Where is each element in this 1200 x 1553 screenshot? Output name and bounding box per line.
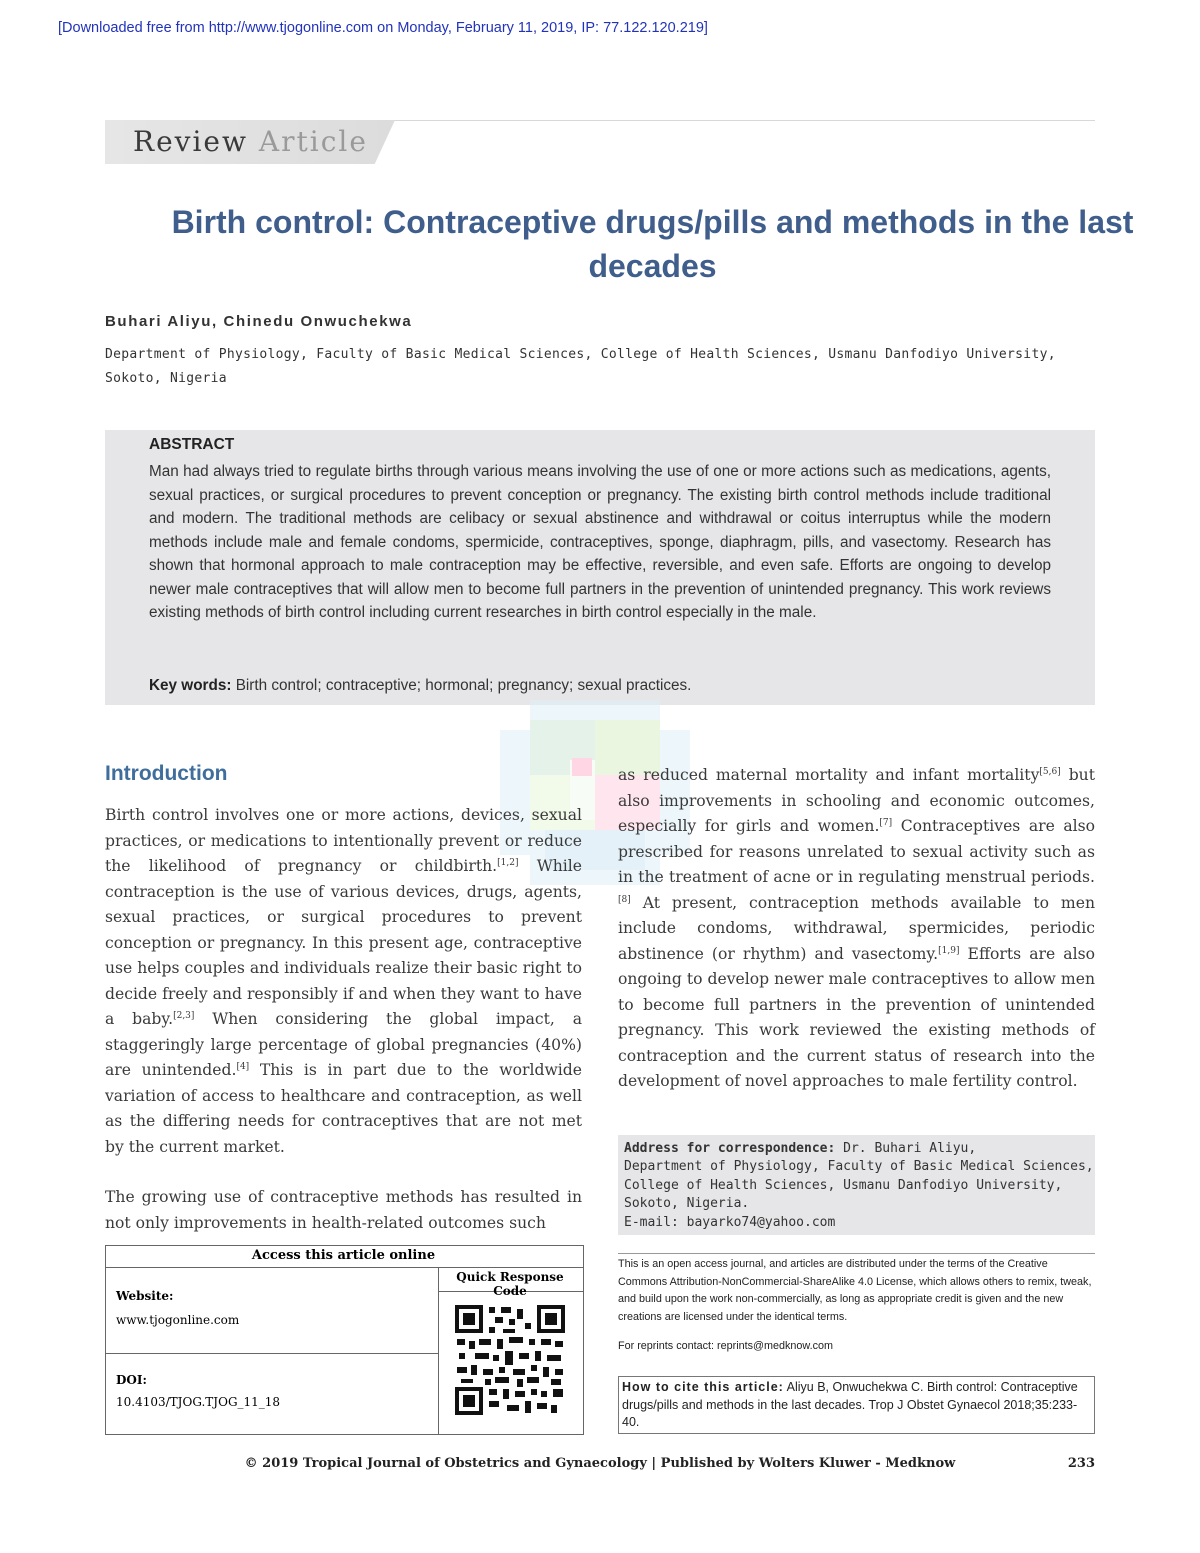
text-run: When considering the global impact, a staggeringly large percentage of global pregnancies (40%) are unintended. (105, 1010, 582, 1079)
citation-value: Aliyu B, Onwuchekwa C. Birth control: Contraceptive drugs/pills and methods in the last decades. Trop J Obstet Gynaecol 2018;35:233-40. (622, 1380, 1078, 1429)
body-column-right (618, 763, 1095, 1095)
keywords-value: Birth control; contraceptive; hormonal; pregnancy; sexual practices. (235, 677, 692, 694)
text-run: While contraception is the use of various devices, drugs, agents, sexual practices, or surgical procedures to prevent conception or pregnancy. In this present age, contraceptive use helps couples and individuals realize their basic right to decide freely and responsibly if and when they want to have a baby. (105, 857, 583, 1028)
article-title: Birth control: Contraceptive drugs/pills and methods in the last decades (171, 204, 1134, 284)
text-run: At present, contraception methods available to men include condoms, withdrawal, spermicides, periodic abstinence (or rhythm) and vasectomy. (618, 893, 1095, 963)
intro-paragraph-2-start: The growing use of contraceptive methods has resulted in not only improvements in health-related outcomes such (105, 1188, 582, 1232)
body-column-left (105, 803, 582, 1236)
section-tab-word1: Review (133, 125, 248, 158)
text-run: but also improvements in schooling and economic outcomes, especially for girls and women. (618, 766, 1095, 835)
section-tab-word2: Article (258, 125, 368, 158)
abstract-text: Man had always tried to regulate births through various means involving the use of one or more actions such as medications, agents, sexual practices, or surgical procedures to prevent conception or pregnancy. The existing birth control methods include traditional and modern. The traditional methods are celibacy or sexual abstinence and withdrawal or coitus interruptus while the modern methods include male and female condoms, spermicide, contraceptives, sponge, diaphragm, pills, and vasectomy. Research has shown that hormonal approach to male contraception may be effective, reversible, and even safe. Efforts are ongoing to develop newer male contraceptives that will allow men to become full partners in the prevention of unintended pregnancy. This work reviews existing methods of birth control including current researches in birth control especially in the male. (149, 463, 1051, 621)
authors: Buhari Aliyu, Chinedu Onwuchekwa (105, 313, 413, 330)
license-text: This is an open access journal, and articles are distributed under the terms of the Creative Commons Attribution-NonCommercial-ShareAlike 4.0 License, which allows others to remix, tweak, and build upon the work non-commercially, as long as appropriate credit is given and the new creations are licensed under the identical terms. (618, 1258, 1092, 1323)
text-run: Efforts are also ongoing to develop newer male contraceptives to allow men to become full partners in the prevention of unintended pregnancy. This work reviewed the existing methods of contraception and the current status of research into the development of novel approaches to male fertility control. (618, 944, 1095, 1090)
divider (106, 1353, 438, 1354)
citation-text (622, 1379, 1092, 1432)
section-heading-introduction: Introduction (105, 762, 228, 785)
website-label: Website: (116, 1289, 174, 1303)
doi-label: DOI: (116, 1373, 147, 1387)
keywords-label: Key words: (149, 677, 232, 694)
keywords (149, 677, 691, 695)
citation-ref: [2,3] (173, 1010, 195, 1021)
citation-ref: [4] (236, 1061, 250, 1072)
correspondence-email: E-mail: bayarko74@yahoo.com (624, 1214, 836, 1230)
correspondence-name: Dr. Buhari Aliyu, (835, 1141, 977, 1156)
correspondence-line: College of Health Sciences, Usmanu Danfodiyo University, (624, 1177, 1063, 1193)
reprints-contact: For reprints contact: reprints@medknow.com (618, 1340, 833, 1352)
correspondence-line: Sokoto, Nigeria. (624, 1196, 750, 1212)
affiliation: Department of Physiology, Faculty of Basic Medical Sciences, College of Health Sciences, Usmanu Danfodiyo University, Sokoto, Nigeria (105, 347, 1056, 386)
divider (106, 1267, 583, 1268)
correspondence-text (624, 1140, 1094, 1232)
abstract-heading: ABSTRACT (149, 436, 235, 453)
page-number: 233 (1067, 1456, 1095, 1471)
correspondence-line: Department of Physiology, Faculty of Basic Medical Sciences, (624, 1159, 1094, 1175)
citation-label: How to cite this article: (622, 1380, 784, 1394)
qr-code-icon[interactable] (455, 1305, 565, 1415)
download-banner: [Downloaded free from http://www.tjogonline.com on Monday, February 11, 2019, IP: 77.122.120.219] (58, 20, 708, 36)
correspondence-label: Address for correspondence: (624, 1141, 836, 1156)
access-box-title: Access this article online (251, 1248, 436, 1263)
doi-value: 10.4103/TJOG.TJOG_11_18 (116, 1395, 281, 1409)
license-rule (618, 1253, 1095, 1254)
text-run: Contraceptives are also prescribed for reasons unrelated to sexual activity such as in the treatment of acne or in regulating menstrual periods. (618, 817, 1095, 886)
citation-ref: [1,9] (938, 945, 960, 956)
citation-ref: [8] (618, 894, 631, 905)
citation-ref: [7] (879, 817, 893, 828)
text-run: as reduced maternal mortality and infant mortality (618, 766, 1040, 784)
text-run: This is in part due to the worldwide variation of access to healthcare and contraception, as well as the differing needs for contraceptives that are not met by the current market. (105, 1061, 582, 1156)
intro-paragraph-1 (105, 803, 582, 1160)
section-tab-label (133, 125, 368, 158)
footer-text: © 2019 Tropical Journal of Obstetrics and Gynaecology | Published by Wolters Kluwer - Medknow (244, 1456, 956, 1471)
citation-ref: [1,2] (497, 857, 519, 868)
text-run: Birth control involves one or more actions, devices, sexual practices, or medications to intentionally prevent or reduce the likelihood of pregnancy or childbirth. (105, 806, 582, 875)
website-link[interactable]: www.tjogonline.com (116, 1313, 240, 1327)
qr-title: Quick Response Code (456, 1270, 564, 1298)
citation-ref: [5,6] (1039, 766, 1061, 777)
